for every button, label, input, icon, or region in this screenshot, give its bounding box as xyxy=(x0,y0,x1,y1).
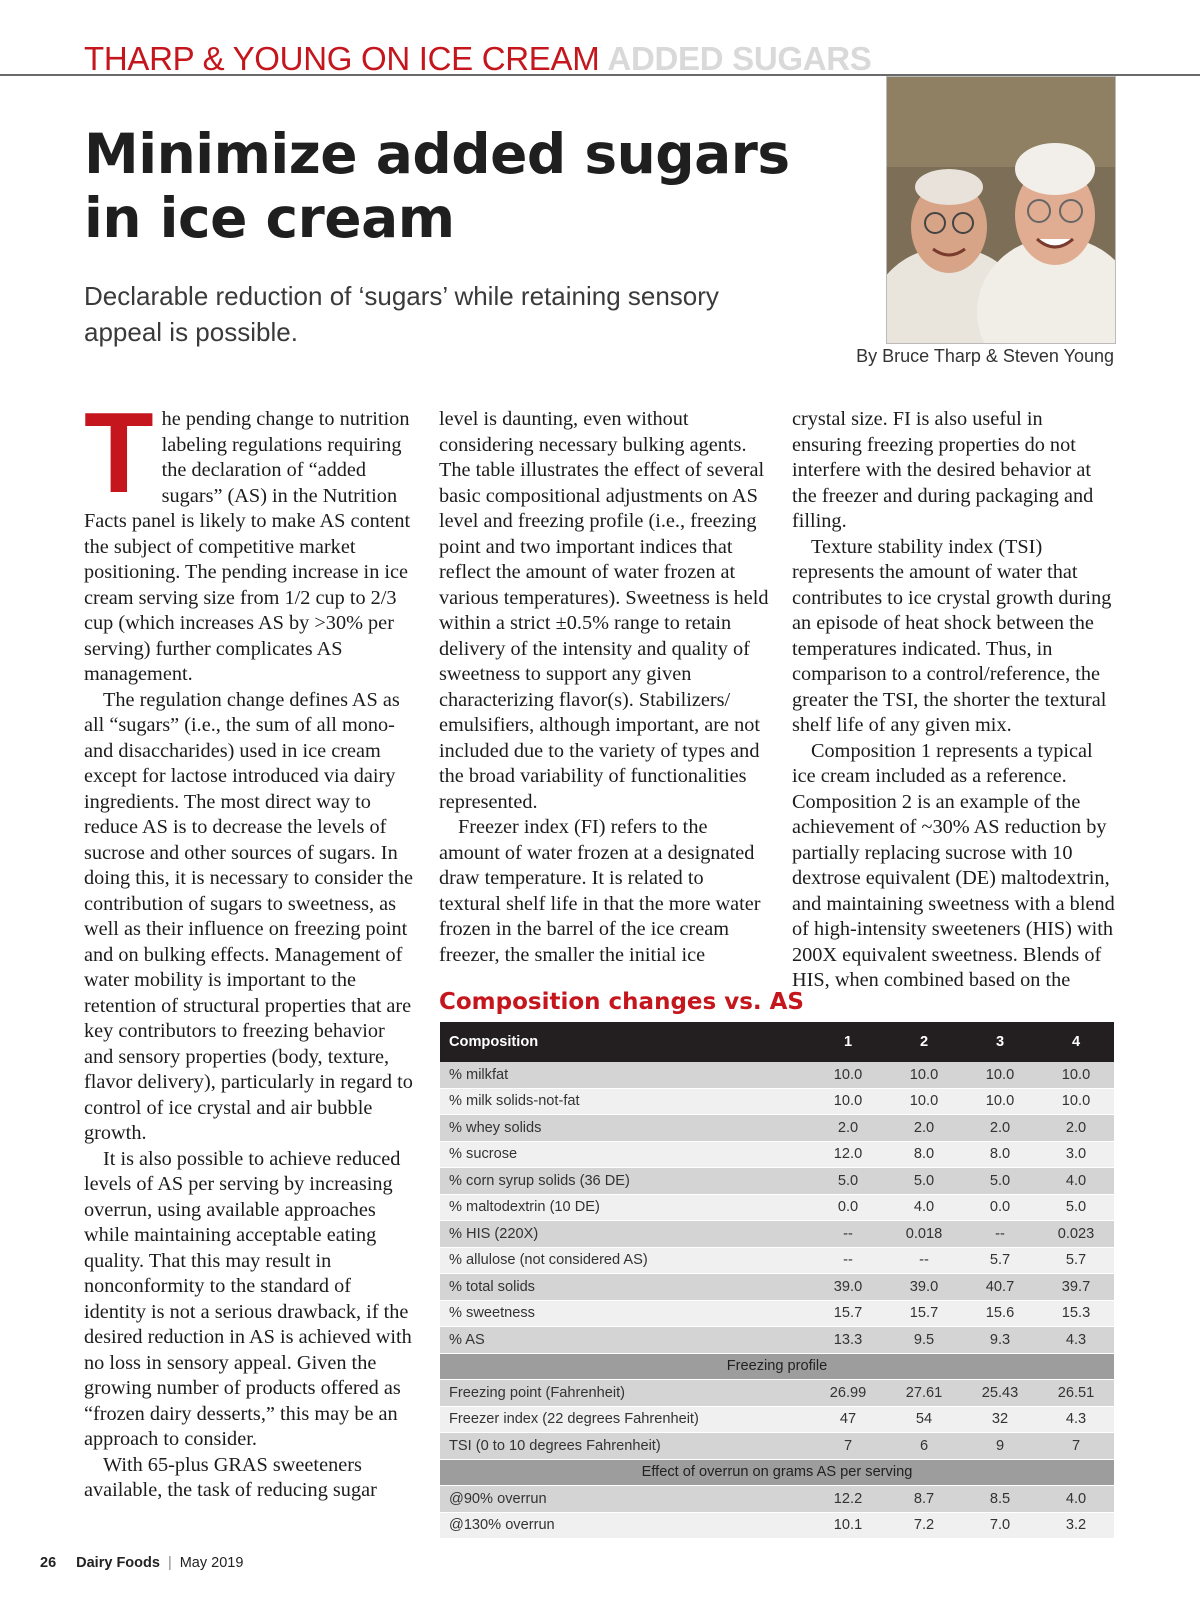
table-row xyxy=(440,1380,1114,1407)
table-cell: 40.7 xyxy=(962,1274,1038,1301)
table-cell: 3.2 xyxy=(1038,1512,1114,1539)
footer-separator: | xyxy=(167,1555,172,1571)
composition-table xyxy=(440,1022,1114,1539)
table-cell: 5.0 xyxy=(962,1168,1038,1195)
table-cell: 32 xyxy=(962,1406,1038,1433)
table-header-cell: 3 xyxy=(962,1022,1038,1062)
table-cell: 10.0 xyxy=(1038,1088,1114,1115)
section-topic: ADDED SUGARS xyxy=(607,40,872,77)
table-cell: 2.0 xyxy=(886,1115,962,1142)
table-cell: -- xyxy=(886,1247,962,1274)
table-cell: 15.6 xyxy=(962,1300,1038,1327)
table-row-label: TSI (0 to 10 degrees Fahrenheit) xyxy=(440,1433,810,1460)
table-row-label: % total solids xyxy=(440,1274,810,1301)
table-cell: 4.0 xyxy=(1038,1486,1114,1513)
table-cell: 8.5 xyxy=(962,1486,1038,1513)
table-body xyxy=(440,1062,1114,1539)
paragraph: It is also possible to achieve reduced levels of AS per serving by increasing overrun, using available approaches while maintaining acceptable eating quality. That this may result in nonconformity to the standard of identity is not a serious drawback, if the desired reduction in AS is achieved with no loss in sensory appeal. Given the growing number of products offered as “frozen dairy desserts,” this may be an approach to consider. xyxy=(84,1147,412,1450)
table-cell: 26.99 xyxy=(810,1380,886,1407)
table-row xyxy=(440,1486,1114,1513)
table-cell: 10.0 xyxy=(1038,1062,1114,1088)
table-cell: 7.0 xyxy=(962,1512,1038,1539)
table-row-label: % sucrose xyxy=(440,1141,810,1168)
table-cell: 9 xyxy=(962,1433,1038,1460)
article-column-3 xyxy=(792,407,1117,994)
table-cell: 0.0 xyxy=(962,1194,1038,1221)
table-row-label: @130% overrun xyxy=(440,1512,810,1539)
paragraph: Texture stability index (TSI) represents the amount of water that contributes to ice crystal growth during an episode of heat shock between the temperatures indicated. Thus, in comparison to a control/reference, the greater the TSI, the shorter the textural shelf life of any given mix. xyxy=(792,535,1112,736)
byline: By Bruce Tharp & Steven Young xyxy=(856,346,1114,366)
article-column-1 xyxy=(84,390,414,1504)
table-cell: 8.0 xyxy=(962,1141,1038,1168)
table-header-cell: 1 xyxy=(810,1022,886,1062)
table-cell: 5.7 xyxy=(1038,1247,1114,1274)
table-row-label: % HIS (220X) xyxy=(440,1221,810,1248)
table-section-row xyxy=(440,1353,1114,1380)
table-cell: 0.0 xyxy=(810,1194,886,1221)
table-section-row xyxy=(440,1459,1114,1486)
table-cell: 27.61 xyxy=(886,1380,962,1407)
table-cell: 6 xyxy=(886,1433,962,1460)
table-cell: -- xyxy=(962,1221,1038,1248)
table-cell: 12.2 xyxy=(810,1486,886,1513)
table-row-label: @90% overrun xyxy=(440,1486,810,1513)
paragraph: crystal size. FI is also useful in ensuring freezing properties do not interfere with the desired behavior at the freezer and during packaging and filling. xyxy=(792,408,1094,532)
table-cell: 13.3 xyxy=(810,1327,886,1354)
table-row xyxy=(440,1221,1114,1248)
table-cell: -- xyxy=(810,1221,886,1248)
table-row-label: % milkfat xyxy=(440,1062,810,1088)
table-cell: 8.7 xyxy=(886,1486,962,1513)
table-cell: 15.7 xyxy=(810,1300,886,1327)
table-row-label: % milk solids-not-fat xyxy=(440,1088,810,1115)
table-cell: 4.0 xyxy=(1038,1168,1114,1195)
issue-date: May 2019 xyxy=(179,1555,244,1571)
table-cell: 10.0 xyxy=(810,1088,886,1115)
table-cell: 5.7 xyxy=(962,1247,1038,1274)
table-cell: 10.0 xyxy=(886,1062,962,1088)
paragraph: level is daunting, even without considering necessary bulking agents. The table illustrates the effect of several basic compositional adjustments on AS level and freezing profile (i.e., freezing point and two important indices that reflect the amount of water frozen at various temperatures). Sweetness is held within a strict ±0.5% range to retain delivery of the intensity and quality of sweetness to support any given characterizing flavor(s). Stabilizers/ emulsifiers, although important, are not included due to the variety of types and the broad variability of functionalities represented. xyxy=(439,408,769,813)
table-cell: 39.7 xyxy=(1038,1274,1114,1301)
table-row-label: Freezer index (22 degrees Fahrenheit) xyxy=(440,1406,810,1433)
table-row xyxy=(440,1247,1114,1274)
section-name: THARP & YOUNG ON ICE CREAM xyxy=(84,40,600,77)
table-cell: 26.51 xyxy=(1038,1380,1114,1407)
table-row xyxy=(440,1300,1114,1327)
table-row xyxy=(440,1141,1114,1168)
table-cell: -- xyxy=(810,1247,886,1274)
table-cell: 15.3 xyxy=(1038,1300,1114,1327)
table-cell: 5.0 xyxy=(886,1168,962,1195)
table-cell: 7 xyxy=(1038,1433,1114,1460)
paragraph: The regulation change defines AS as all “sugars” (i.e., the sum of all mono- and disaccharides) used in ice cream except for lactose introduced via dairy ingredients. The most direct way to reduce AS is to decrease the levels of sucrose and other sources of sugars. In doing this, it is necessary to consider the contribution of sugars to sweetness, as well as their influence on freezing point and on bulking effects. Management of water mobility is important to the retention of structural properties that are key contributors to freezing behavior and sensory properties (body, texture, flavor delivery), particularly in regard to control of ice crystal and air bubble growth. xyxy=(84,688,413,1144)
page-number: 26 xyxy=(40,1555,57,1571)
table-cell: 7 xyxy=(810,1433,886,1460)
table-cell: 4.3 xyxy=(1038,1327,1114,1354)
table-row-label: Freezing point (Fahrenheit) xyxy=(440,1380,810,1407)
table-cell: 10.0 xyxy=(810,1062,886,1088)
table-row xyxy=(440,1327,1114,1354)
table-cell: 2.0 xyxy=(962,1115,1038,1142)
page-footer xyxy=(40,1555,243,1571)
table-cell: 7.2 xyxy=(886,1512,962,1539)
table-row xyxy=(440,1194,1114,1221)
table-section-label: Effect of overrun on grams AS per serving xyxy=(440,1459,1114,1486)
headline-line-1: Minimize added sugars xyxy=(84,122,790,186)
table-row-label: % corn syrup solids (36 DE) xyxy=(440,1168,810,1195)
table-row-label: % sweetness xyxy=(440,1300,810,1327)
table-cell: 2.0 xyxy=(810,1115,886,1142)
table-row-label: % allulose (not considered AS) xyxy=(440,1247,810,1274)
table-section-label: Freezing profile xyxy=(440,1353,1114,1380)
table-row xyxy=(440,1274,1114,1301)
table-row-label: % AS xyxy=(440,1327,810,1354)
table-cell: 10.0 xyxy=(886,1088,962,1115)
table-cell: 0.023 xyxy=(1038,1221,1114,1248)
paragraph: Composition 1 represents a typical ice cream included as a reference. Composition 2 is an example of the achievement of ~30% AS reduction by partially replacing sucrose with 10 dextrose equivalent (DE) maltodextrin, and maintaining sweetness with a blend of high-intensity sweeteners (HIS) with 200X equivalent sweetness. Blends of HIS, when combined based on the xyxy=(792,739,1115,991)
table-cell: 10.0 xyxy=(962,1088,1038,1115)
table-row xyxy=(440,1406,1114,1433)
author-photo-illustration xyxy=(887,77,1115,343)
table-header-cell: 2 xyxy=(886,1022,962,1062)
table-cell: 5.0 xyxy=(810,1168,886,1195)
table-cell: 54 xyxy=(886,1406,962,1433)
composition-table-wrapper xyxy=(440,1022,1114,1539)
headline-line-2: in ice cream xyxy=(84,186,455,250)
table-cell: 0.018 xyxy=(886,1221,962,1248)
table-row xyxy=(440,1168,1114,1195)
table-header-row xyxy=(440,1022,1114,1062)
paragraph: With 65-plus GRAS sweeteners available, the task of reducing sugar xyxy=(84,1453,377,1501)
table-header-cell: 4 xyxy=(1038,1022,1114,1062)
magazine-name: Dairy Foods xyxy=(76,1555,160,1571)
table-cell: 10.0 xyxy=(962,1062,1038,1088)
section-kicker xyxy=(84,40,872,78)
table-cell: 4.3 xyxy=(1038,1406,1114,1433)
table-header-cell: Composition xyxy=(440,1022,810,1062)
table-cell: 9.3 xyxy=(962,1327,1038,1354)
deck: Declarable reduction of ‘sugars’ while retaining sensory appeal is possible. xyxy=(84,281,719,347)
table-cell: 39.0 xyxy=(886,1274,962,1301)
table-cell: 25.43 xyxy=(962,1380,1038,1407)
table-row xyxy=(440,1433,1114,1460)
table-title: Composition changes vs. AS xyxy=(439,989,805,1015)
table-row-label: % maltodextrin (10 DE) xyxy=(440,1194,810,1221)
table-cell: 12.0 xyxy=(810,1141,886,1168)
table-cell: 9.5 xyxy=(886,1327,962,1354)
table-cell: 4.0 xyxy=(886,1194,962,1221)
author-photo xyxy=(886,76,1116,344)
table-cell: 5.0 xyxy=(1038,1194,1114,1221)
table-cell: 8.0 xyxy=(886,1141,962,1168)
table-cell: 2.0 xyxy=(1038,1115,1114,1142)
table-cell: 3.0 xyxy=(1038,1141,1114,1168)
table-row-label: % whey solids xyxy=(440,1115,810,1142)
headline xyxy=(84,122,790,250)
article-column-2 xyxy=(439,407,769,968)
table-cell: 39.0 xyxy=(810,1274,886,1301)
table-row xyxy=(440,1512,1114,1539)
table-cell: 10.1 xyxy=(810,1512,886,1539)
table-cell: 15.7 xyxy=(886,1300,962,1327)
paragraph: Freezer index (FI) refers to the amount of water frozen at a designated draw temperature. It is related to textural shelf life in that the more water frozen in the barrel of the ice cream freezer, the smaller the initial ice xyxy=(439,816,761,966)
table-row xyxy=(440,1062,1114,1088)
table-cell: 47 xyxy=(810,1406,886,1433)
table-row xyxy=(440,1088,1114,1115)
table-row xyxy=(440,1115,1114,1142)
paragraph: he pending change to nutrition labeling regulations requiring the declaration of “added sugars” (AS) in the Nutrition Facts panel is likely to make AS content the subject of competitive market positioning. The pending increase in ice cream serving size from 1/2 cup to 2/3 cup (which increases AS by >30% per serving) further complicates AS management. xyxy=(84,408,411,685)
drop-cap: T xyxy=(84,390,154,517)
